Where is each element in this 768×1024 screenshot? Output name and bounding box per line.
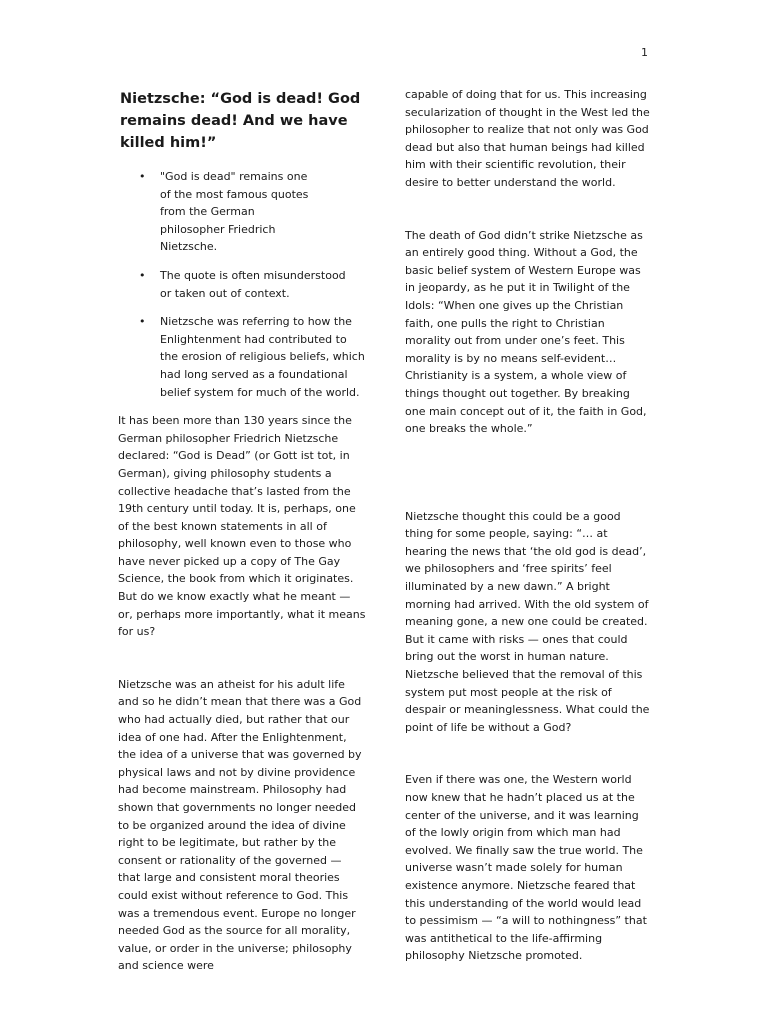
bullet-icon: •: [139, 315, 146, 329]
paragraph: It has been more than 130 years since the German philosopher Friedrich Nietzsche declared: “God is Dead” (or Gott ist tot, in German), giving philosophy students a collective headache that’s lasted from the 19th century until today. It is, perhaps, one of the best known statements in all of philosophy, well known even to those who have never picked up a copy of The Gay Science, the book from which it originates. But do we know exactly what he meant — or, perhaps more importantly, what it means for us?: [118, 414, 366, 639]
bullet-icon: •: [139, 268, 146, 282]
paragraph: The death of God didn’t strike Nietzsche as an entirely good thing. Without a God, the basic belief system of Western Europe was in jeopardy, as he put it in Twilight of the Idols: “When one gives up the Christian faith, one pulls the right to Christian morality out from under one’s feet. This morality is by no means self-evident… Christianity is a system, a whole view of things thought out together. By breaking one main concept out of it, the faith in God, one breaks the whole.”: [405, 228, 647, 436]
paragraph: Nietzsche thought this could be a good thing for some people, saying: “… at hearing the news that ‘the old god is dead’, we philosophers and ‘free spirits’ feel illuminated by a new dawn.” A bright morning had arrived. With the old system of meaning gone, a new one could be created. But it came with risks — ones that could bring out the worst in human nature. Nietzsche believed that the removal of this system put most people at the risk of despair or meaninglessness. What could the point of life be without a God?: [405, 509, 650, 734]
left-column: [118, 88, 366, 975]
right-column: [405, 86, 651, 965]
paragraph: Nietzsche was an atheist for his adult life and so he didn’t mean that there was a God who had actually died, but rather that our idea of one had. After the Enlightenment, the idea of a universe that was governed by physical laws and not by divine providence had become mainstream. Philosophy had shown that governments no longer needed to be organized around the idea of divine right to be legitimate, but rather by the consent or rationality of the governed — that large and consistent moral theories could exist without reference to God. This was a tremendous event. Europe no longer needed God as the source for all morality, value, or order in the universe; philosophy and science were: [118, 677, 362, 973]
list-item: [118, 313, 366, 401]
bullet-text: "God is dead" remains one of the most famous quotes from the German philosopher Friedrich Nietzsche.: [160, 170, 309, 254]
paragraph: capable of doing that for us. This increasing secularization of thought in the West led the philosopher to realize that not only was God dead but also that human beings had killed him with their scientific revolution, their desire to better understand the world.: [405, 88, 650, 189]
list-item: [118, 168, 366, 256]
page-number: 1: [641, 46, 648, 59]
article-title: Nietzsche: “God is dead! God remains dead! And we have killed him!”: [120, 91, 361, 151]
list-item: [118, 267, 366, 302]
bullet-text: Nietzsche was referring to how the Enlightenment had contributed to the erosion of religious beliefs, which had long served as a foundational belief system for much of the world.: [160, 315, 365, 399]
paragraph: Even if there was one, the Western world now knew that he hadn’t placed us at the center of the universe, and it was learning of the lowly origin from which man had evolved. We finally saw the true world. The universe wasn’t made solely for human existence anymore. Nietzsche feared that this understanding of the world would lead to pessimism — “a will to nothingness” that was antithetical to the life-affirming philosophy Nietzsche promoted.: [405, 773, 647, 963]
bullet-icon: •: [139, 170, 146, 183]
bullet-list: [118, 168, 366, 401]
bullet-text: The quote is often misunderstood or taken out of context.: [160, 268, 346, 300]
